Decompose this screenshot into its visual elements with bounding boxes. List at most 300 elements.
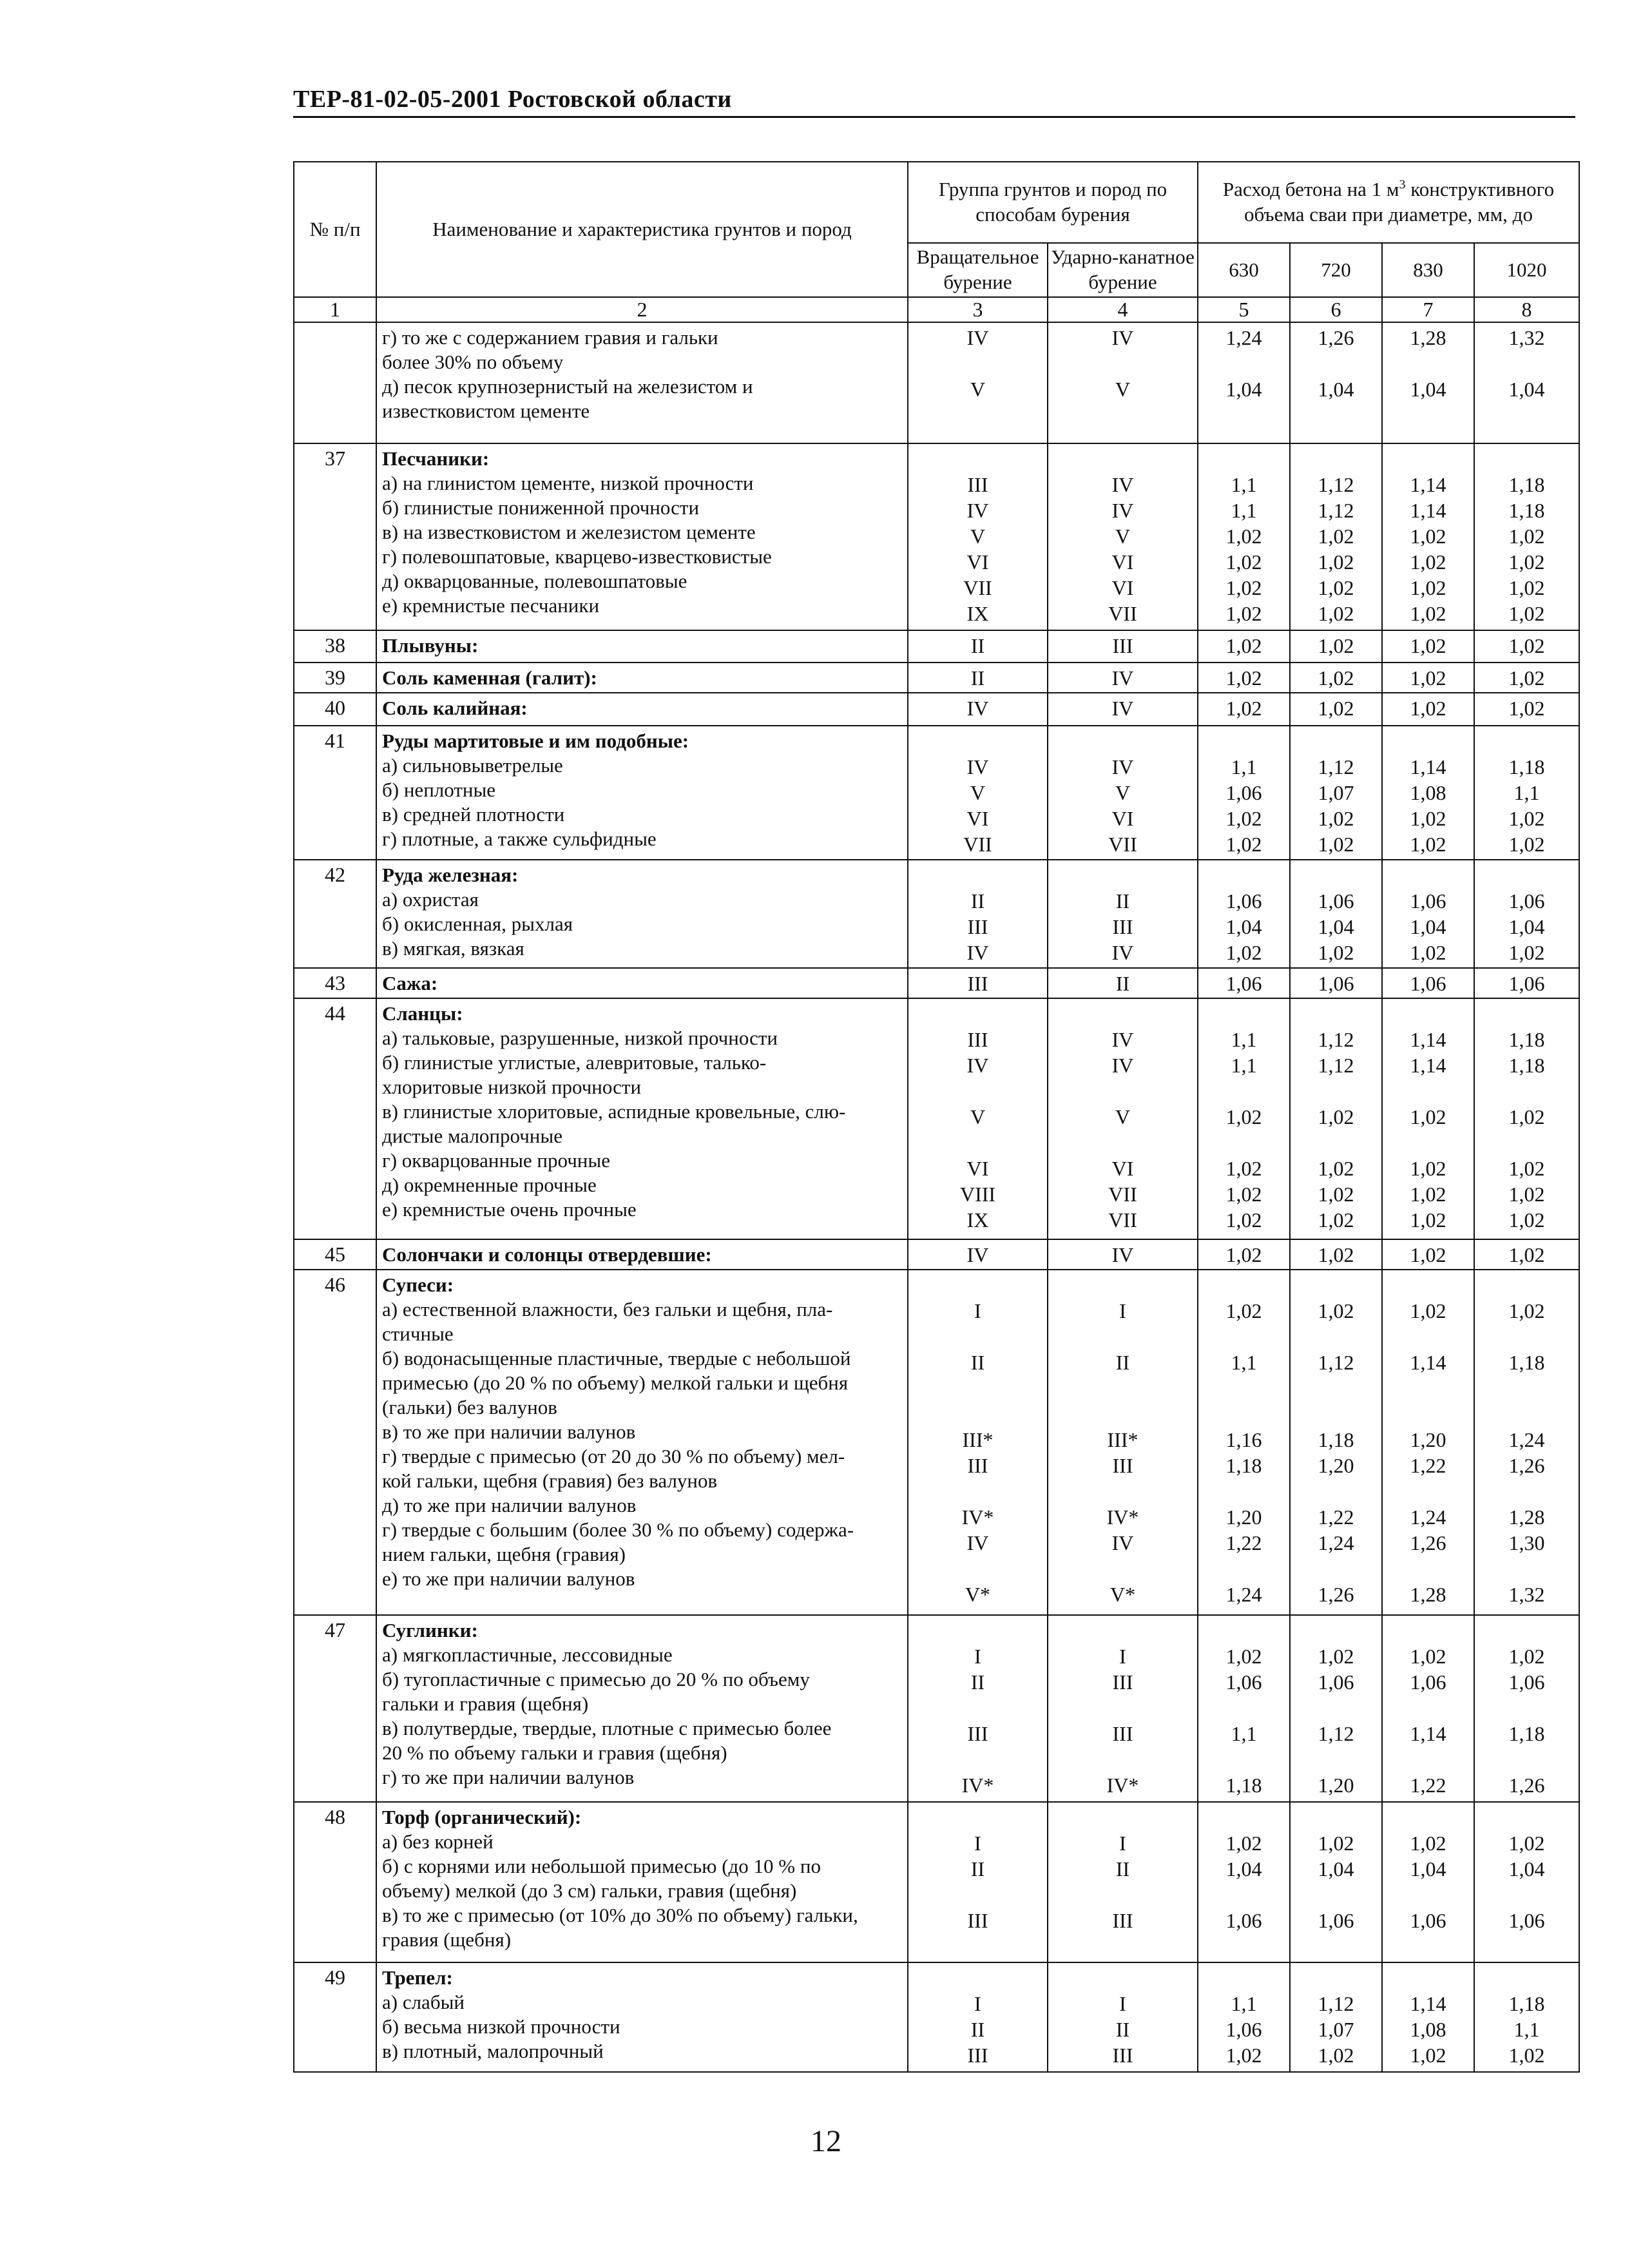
rotary-group-value: IV xyxy=(966,755,989,779)
rotary-group-value xyxy=(908,403,1047,429)
consumption-630-value xyxy=(1198,1402,1289,1428)
consumption-630-value: 1,1 xyxy=(1231,1027,1257,1051)
consumption-830-cell xyxy=(1382,860,1474,968)
consumption-1020-value: 1,18 xyxy=(1508,499,1545,523)
consumption-830-value xyxy=(1383,1882,1474,1908)
consumption-1020-value: 1,28 xyxy=(1508,1505,1545,1529)
consumption-1020-value: 1,06 xyxy=(1508,1670,1545,1694)
description-line: б) весьма низкой прочности xyxy=(382,2015,620,2038)
consumption-830-value xyxy=(1383,351,1474,377)
consumption-720-value: 1,06 xyxy=(1318,972,1354,996)
consumption-1020-value xyxy=(1475,1882,1579,1908)
consumption-1020-value: 1,02 xyxy=(1508,1156,1545,1180)
description-line: г) окварцованные прочные xyxy=(382,1148,610,1172)
soil-concrete-table xyxy=(293,161,1580,2073)
consumption-720-value: 1,12 xyxy=(1318,1053,1354,1077)
rotary-group-value xyxy=(908,1882,1047,1908)
description-line: д) то же при наличии валунов xyxy=(382,1493,637,1516)
consumption-720-value: 1,06 xyxy=(1318,889,1354,913)
consumption-630-value: 1,02 xyxy=(1225,696,1262,720)
rotary-group-value: III xyxy=(967,1453,988,1477)
consumption-830-value: 1,04 xyxy=(1410,1857,1446,1881)
rotary-group-cell xyxy=(908,860,1048,968)
document-header xyxy=(293,82,1575,118)
consumption-630-cell xyxy=(1198,693,1290,726)
consumption-720-cell xyxy=(1290,1239,1382,1270)
rotary-group-value xyxy=(908,1376,1047,1402)
table-row xyxy=(294,443,1579,630)
consumption-630-value xyxy=(1198,1079,1289,1105)
description-line: а) без корней xyxy=(382,1830,494,1853)
description-line: д) окварцованные, полевошпатовые xyxy=(382,570,687,593)
consumption-630-value: 1,06 xyxy=(1225,1670,1262,1694)
consumption-630-value: 1,02 xyxy=(1225,832,1262,856)
header-consumption-text: Расход бетона на 1 м xyxy=(1222,178,1399,201)
percussion-group-value: III xyxy=(1112,1722,1133,1746)
consumption-720-value: 1,02 xyxy=(1318,1299,1354,1322)
rotary-group-value: II xyxy=(970,1350,985,1374)
consumption-830-cell xyxy=(1382,1615,1474,1802)
consumption-720-value: 1,06 xyxy=(1318,1908,1354,1932)
consumption-830-value: 1,02 xyxy=(1410,525,1446,548)
rotary-group-value: I xyxy=(974,1299,981,1322)
consumption-720-cell xyxy=(1290,630,1382,663)
percussion-group-value: V xyxy=(1115,1105,1131,1128)
table-row xyxy=(294,630,1579,663)
consumption-830-value: 1,02 xyxy=(1410,696,1446,720)
consumption-830-value: 1,02 xyxy=(1410,2043,1446,2067)
consumption-1020-value xyxy=(1475,1934,1579,1960)
consumption-1020-value: 1,06 xyxy=(1508,1908,1545,1932)
category-title: Соль калийная: xyxy=(382,696,528,719)
description-line: г) то же с содержанием гравия и гальки xyxy=(382,326,718,349)
rotary-group-cell xyxy=(908,1962,1048,2072)
column-number-cell: 6 xyxy=(1290,297,1382,322)
percussion-group-cell xyxy=(1048,443,1198,630)
table-row xyxy=(294,1270,1579,1616)
consumption-630-value: 1,1 xyxy=(1231,473,1257,497)
consumption-630-value xyxy=(1198,863,1289,889)
consumption-630-value: 1,02 xyxy=(1225,1243,1262,1267)
rotary-group-value: IX xyxy=(966,602,989,626)
rotary-group-cell xyxy=(908,1270,1048,1616)
rotary-group-cell xyxy=(908,630,1048,663)
description-line: в) средней плотности xyxy=(382,802,565,826)
header-consumption-tail: конструктивного объема сваи при диаметре, мм, до xyxy=(1244,178,1555,226)
row-description xyxy=(376,322,908,443)
consumption-830-value: 1,14 xyxy=(1410,1027,1446,1051)
consumption-720-value: 1,02 xyxy=(1318,634,1354,657)
rotary-group-value: IV xyxy=(966,326,989,349)
header-number: № п/п xyxy=(294,162,376,297)
category-title: Суглинки: xyxy=(382,1619,478,1642)
description-line: е) кремнистые очень прочные xyxy=(382,1197,637,1221)
percussion-group-value xyxy=(1048,1805,1197,1831)
rotary-group-value: II xyxy=(970,634,985,657)
consumption-1020-cell xyxy=(1474,1962,1579,2072)
column-number-cell: 5 xyxy=(1198,297,1290,322)
rotary-group-value xyxy=(908,1618,1047,1644)
column-number-cell: 4 xyxy=(1048,297,1198,322)
consumption-1020-value: 1,02 xyxy=(1508,1243,1545,1267)
consumption-630-value: 1,18 xyxy=(1225,1774,1262,1797)
description-line: в) полутвердые, твердые, плотные с примесью более xyxy=(382,1717,832,1740)
consumption-720-value xyxy=(1291,351,1381,377)
rotary-group-cell xyxy=(908,1615,1048,1802)
consumption-630-value xyxy=(1198,1966,1289,1991)
consumption-630-value: 1,1 xyxy=(1231,1350,1257,1374)
consumption-720-cell xyxy=(1290,322,1382,443)
description-line: в) глинистые хлоритовые, аспидные кровельные, слю- xyxy=(382,1099,846,1123)
percussion-group-cell xyxy=(1048,1962,1198,2072)
rotary-group-value xyxy=(908,1696,1047,1721)
rotary-group-value: I xyxy=(974,1831,981,1855)
consumption-1020-value: 1,06 xyxy=(1508,972,1545,996)
consumption-630-cell xyxy=(1198,1239,1290,1270)
consumption-830-value xyxy=(1383,1402,1474,1428)
percussion-group-value: II xyxy=(1115,972,1130,996)
description-line: в) мягкая, вязкая xyxy=(382,937,524,960)
consumption-720-value: 1,18 xyxy=(1318,1428,1354,1451)
consumption-720-value: 1,12 xyxy=(1318,1350,1354,1374)
consumption-720-value xyxy=(1291,729,1381,755)
consumption-830-value: 1,02 xyxy=(1410,1105,1446,1128)
consumption-630-value: 1,04 xyxy=(1225,1857,1262,1881)
consumption-1020-value xyxy=(1475,1376,1579,1402)
consumption-720-value: 1,02 xyxy=(1318,1105,1354,1128)
consumption-830-value: 1,02 xyxy=(1410,941,1446,965)
consumption-830-value xyxy=(1383,1696,1474,1721)
consumption-630-value: 1,02 xyxy=(1225,1831,1262,1855)
consumption-720-value: 1,02 xyxy=(1318,666,1354,690)
consumption-1020-value xyxy=(1475,351,1579,377)
consumption-720-value xyxy=(1291,1882,1381,1908)
consumption-720-cell xyxy=(1290,1270,1382,1616)
consumption-720-value xyxy=(1291,1479,1381,1505)
row-number: 45 xyxy=(294,1239,376,1270)
row-number: 38 xyxy=(294,630,376,663)
consumption-630-value xyxy=(1198,403,1289,429)
rotary-group-value: III xyxy=(967,473,988,497)
consumption-630-value: 1,04 xyxy=(1225,378,1262,401)
consumption-720-value: 1,20 xyxy=(1318,1774,1354,1797)
description-line: в) то же с примесью (от 10% до 30% по объему) гальки, xyxy=(382,1903,858,1926)
description-line: е) кремнистые песчаники xyxy=(382,594,600,617)
rotary-group-value: IV* xyxy=(961,1505,994,1529)
percussion-group-value: IV xyxy=(1111,1243,1134,1267)
consumption-630-value: 1,1 xyxy=(1231,1053,1257,1077)
consumption-1020-cell xyxy=(1474,860,1579,968)
consumption-1020-value: 1,02 xyxy=(1508,634,1545,657)
rotary-group-value: II xyxy=(970,2017,985,2041)
consumption-630-value: 1,1 xyxy=(1231,1991,1257,2015)
percussion-group-value: II xyxy=(1115,889,1130,913)
rotary-group-value xyxy=(908,1002,1047,1027)
row-number: 46 xyxy=(294,1270,376,1616)
percussion-group-cell xyxy=(1048,663,1198,693)
description-line: стичные xyxy=(382,1322,454,1345)
consumption-830-value xyxy=(1383,1618,1474,1644)
percussion-group-value: IV xyxy=(1111,473,1134,497)
consumption-830-value xyxy=(1383,1002,1474,1027)
consumption-630-value xyxy=(1198,1273,1289,1299)
table-row xyxy=(294,663,1579,693)
header-diameter-830: 830 xyxy=(1382,243,1474,297)
percussion-group-value: IV xyxy=(1111,499,1134,523)
consumption-720-value xyxy=(1291,1002,1381,1027)
consumption-720-value: 1,04 xyxy=(1318,378,1354,401)
consumption-720-value xyxy=(1291,1376,1381,1402)
description-line: примесью (до 20 % по объему) мелкой гальки и щебня xyxy=(382,1371,849,1394)
consumption-1020-value: 1,02 xyxy=(1508,696,1545,720)
consumption-720-value xyxy=(1291,1556,1381,1582)
percussion-group-value: VII xyxy=(1108,832,1137,856)
consumption-830-value: 1,14 xyxy=(1410,1722,1446,1746)
consumption-720-value xyxy=(1291,1273,1381,1299)
consumption-720-value: 1,02 xyxy=(1318,1243,1354,1267)
percussion-group-value: V* xyxy=(1109,1582,1136,1606)
percussion-group-value: IV xyxy=(1111,666,1134,690)
consumption-830-cell xyxy=(1382,663,1474,693)
rotary-group-value: VIII xyxy=(959,1182,996,1206)
consumption-720-value: 1,02 xyxy=(1318,696,1354,720)
consumption-720-value xyxy=(1291,447,1381,472)
percussion-group-value xyxy=(1048,1479,1197,1505)
consumption-1020-value xyxy=(1475,1079,1579,1105)
consumption-1020-cell xyxy=(1474,693,1579,726)
percussion-group-value xyxy=(1048,1882,1197,1908)
percussion-group-value: VII xyxy=(1108,602,1137,626)
consumption-830-value xyxy=(1383,1376,1474,1402)
description-line: в) плотный, малопрочный xyxy=(382,2039,604,2062)
consumption-720-value: 1,02 xyxy=(1318,602,1354,626)
consumption-720-value: 1,12 xyxy=(1318,473,1354,497)
table-row xyxy=(294,1802,1579,1962)
percussion-group-cell xyxy=(1048,693,1198,726)
percussion-group-cell xyxy=(1048,968,1198,998)
header-rotary-drilling: Вращательное бурение xyxy=(908,243,1048,297)
rotary-group-value xyxy=(908,1273,1047,1299)
consumption-630-value xyxy=(1198,351,1289,377)
consumption-1020-value xyxy=(1475,1002,1579,1027)
row-number: 43 xyxy=(294,968,376,998)
rotary-group-value: III xyxy=(967,1722,988,1746)
rotary-group-value: III xyxy=(967,2043,988,2067)
consumption-830-cell xyxy=(1382,443,1474,630)
consumption-830-value xyxy=(1383,1747,1474,1773)
consumption-1020-value: 1,1 xyxy=(1513,2017,1540,2041)
consumption-1020-value: 1,18 xyxy=(1508,1053,1545,1077)
percussion-group-value: I xyxy=(1119,1991,1126,2015)
consumption-1020-value: 1,02 xyxy=(1508,832,1545,856)
consumption-630-value xyxy=(1198,1479,1289,1505)
category-title: Руды мартитовые и им подобные: xyxy=(382,729,689,752)
consumption-630-value: 1,02 xyxy=(1225,1156,1262,1180)
consumption-630-value: 1,18 xyxy=(1225,1453,1262,1477)
consumption-830-value: 1,04 xyxy=(1410,378,1446,401)
header-soil-group: Группа грунтов и пород по способам бурения xyxy=(908,162,1198,243)
percussion-group-value xyxy=(1048,1376,1197,1402)
percussion-group-value: II xyxy=(1115,2017,1130,2041)
consumption-630-cell xyxy=(1198,663,1290,693)
consumption-630-value xyxy=(1198,1002,1289,1027)
consumption-830-cell xyxy=(1382,726,1474,860)
consumption-1020-value: 1,02 xyxy=(1508,1831,1545,1855)
consumption-830-value xyxy=(1383,863,1474,889)
rotary-group-value: V xyxy=(970,378,986,401)
consumption-720-value: 1,02 xyxy=(1318,550,1354,574)
percussion-group-cell xyxy=(1048,1615,1198,1802)
row-description xyxy=(376,1962,908,2072)
percussion-group-value xyxy=(1048,1273,1197,1299)
consumption-630-value: 1,22 xyxy=(1225,1531,1262,1554)
percussion-group-cell xyxy=(1048,726,1198,860)
consumption-1020-value xyxy=(1475,1696,1579,1721)
rotary-group-value: VI xyxy=(966,550,989,574)
consumption-830-cell xyxy=(1382,1802,1474,1962)
consumption-1020-value: 1,02 xyxy=(1508,941,1545,965)
consumption-1020-value: 1,18 xyxy=(1508,755,1545,779)
consumption-830-value xyxy=(1383,403,1474,429)
consumption-1020-value: 1,30 xyxy=(1508,1531,1545,1554)
percussion-group-cell xyxy=(1048,1239,1198,1270)
rotary-group-value xyxy=(908,1966,1047,1991)
consumption-630-value: 1,02 xyxy=(1225,550,1262,574)
rotary-group-value: IV xyxy=(966,1053,989,1077)
consumption-720-value: 1,02 xyxy=(1318,941,1354,965)
consumption-630-cell xyxy=(1198,860,1290,968)
consumption-1020-value xyxy=(1475,1747,1579,1773)
consumption-1020-cell xyxy=(1474,1802,1579,1962)
percussion-group-value: VI xyxy=(1111,550,1134,574)
consumption-1020-value xyxy=(1475,1479,1579,1505)
description-line: г) то же при наличии валунов xyxy=(382,1766,635,1789)
consumption-1020-cell xyxy=(1474,998,1579,1240)
rotary-group-value: III xyxy=(967,1027,988,1051)
rotary-group-cell xyxy=(908,443,1048,630)
percussion-group-value xyxy=(1048,1696,1197,1721)
percussion-group-value: III xyxy=(1112,1670,1133,1694)
consumption-720-value: 1,22 xyxy=(1318,1505,1354,1529)
consumption-1020-value xyxy=(1475,403,1579,429)
column-number-cell: 7 xyxy=(1382,297,1474,322)
consumption-630-value: 1,02 xyxy=(1225,634,1262,657)
rotary-group-cell xyxy=(908,322,1048,443)
consumption-720-cell xyxy=(1290,968,1382,998)
description-line: а) тальковые, разрушенные, низкой прочности xyxy=(382,1026,778,1049)
consumption-1020-value: 1,32 xyxy=(1508,326,1545,349)
rotary-group-cell xyxy=(908,693,1048,726)
percussion-group-value: III xyxy=(1112,2043,1133,2067)
rotary-group-value: III xyxy=(967,1908,988,1932)
consumption-720-cell xyxy=(1290,1615,1382,1802)
rotary-group-value: II xyxy=(970,1857,985,1881)
consumption-830-value xyxy=(1383,1479,1474,1505)
rotary-group-value: V xyxy=(970,780,986,804)
rotary-group-value xyxy=(908,1805,1047,1831)
consumption-720-value xyxy=(1291,1618,1381,1644)
consumption-720-value: 1,26 xyxy=(1318,326,1354,349)
consumption-1020-value: 1,02 xyxy=(1508,1105,1545,1128)
consumption-720-value: 1,07 xyxy=(1318,780,1354,804)
consumption-830-value xyxy=(1383,1966,1474,1991)
document-title: ТЕР-81-02-05-2001 Ростовской области xyxy=(293,86,732,113)
consumption-630-value: 1,06 xyxy=(1225,2017,1262,2041)
rotary-group-value: III xyxy=(967,972,988,996)
percussion-group-value: I xyxy=(1119,1831,1126,1855)
consumption-830-value: 1,24 xyxy=(1410,1505,1446,1529)
consumption-1020-value: 1,02 xyxy=(1508,1299,1545,1322)
consumption-830-value: 1,02 xyxy=(1410,1645,1446,1669)
consumption-830-value: 1,06 xyxy=(1410,1670,1446,1694)
consumption-720-value: 1,04 xyxy=(1318,1857,1354,1881)
consumption-630-value: 1,1 xyxy=(1231,499,1257,523)
consumption-1020-value: 1,18 xyxy=(1508,1991,1545,2015)
rotary-group-value: VI xyxy=(966,1156,989,1180)
consumption-830-cell xyxy=(1382,1239,1474,1270)
consumption-630-value: 1,02 xyxy=(1225,576,1262,600)
consumption-720-value: 1,26 xyxy=(1318,1582,1354,1606)
consumption-720-value: 1,02 xyxy=(1318,1831,1354,1855)
row-number: 48 xyxy=(294,1802,376,1962)
column-number-cell: 3 xyxy=(908,297,1048,322)
consumption-630-value: 1,04 xyxy=(1225,915,1262,939)
column-number-cell: 2 xyxy=(376,297,908,322)
consumption-630-value: 1,06 xyxy=(1225,972,1262,996)
consumption-630-value: 1,02 xyxy=(1225,1105,1262,1128)
rotary-group-value xyxy=(908,1556,1047,1582)
percussion-group-value: III xyxy=(1112,1453,1133,1477)
consumption-1020-value: 1,1 xyxy=(1513,780,1540,804)
consumption-720-value xyxy=(1291,1966,1381,1991)
row-number: 47 xyxy=(294,1615,376,1802)
description-line: б) глинистые пониженной прочности xyxy=(382,496,700,519)
description-line: гравия (щебня) xyxy=(382,1928,512,1951)
description-line: б) водонасыщенные пластичные, твердые с небольшой xyxy=(382,1346,851,1369)
consumption-720-value xyxy=(1291,1130,1381,1156)
consumption-630-cell xyxy=(1198,630,1290,663)
consumption-830-value: 1,02 xyxy=(1410,1299,1446,1322)
row-number: 49 xyxy=(294,1962,376,2072)
consumption-630-value: 1,06 xyxy=(1225,780,1262,804)
description-line: б) тугопластичные с примесью до 20 % по объему xyxy=(382,1668,810,1691)
consumption-630-value: 1,02 xyxy=(1225,1182,1262,1206)
consumption-830-value xyxy=(1383,1079,1474,1105)
rotary-group-value: IV* xyxy=(961,1774,994,1797)
consumption-1020-value xyxy=(1475,863,1579,889)
consumption-830-value: 1,14 xyxy=(1410,755,1446,779)
consumption-1020-value: 1,18 xyxy=(1508,1350,1545,1374)
consumption-1020-value xyxy=(1475,447,1579,472)
consumption-830-cell xyxy=(1382,1962,1474,2072)
table-row xyxy=(294,1239,1579,1270)
description-line: б) неплотные xyxy=(382,778,496,801)
consumption-1020-value: 1,02 xyxy=(1508,525,1545,548)
percussion-group-value xyxy=(1048,1079,1197,1105)
rotary-group-value: IV xyxy=(966,499,989,523)
percussion-group-value xyxy=(1048,403,1197,429)
consumption-1020-cell xyxy=(1474,322,1579,443)
table-row xyxy=(294,1615,1579,1802)
rotary-group-value xyxy=(908,1079,1047,1105)
rotary-group-value: III* xyxy=(962,1428,994,1451)
description-line: объему) мелкой (до 3 см) гальки, гравия (щебня) xyxy=(382,1879,797,1902)
consumption-720-value: 1,02 xyxy=(1318,525,1354,548)
table-row xyxy=(294,998,1579,1240)
consumption-630-value xyxy=(1198,729,1289,755)
header-name: Наименование и характеристика грунтов и пород xyxy=(376,162,908,297)
consumption-830-value: 1,02 xyxy=(1410,550,1446,574)
